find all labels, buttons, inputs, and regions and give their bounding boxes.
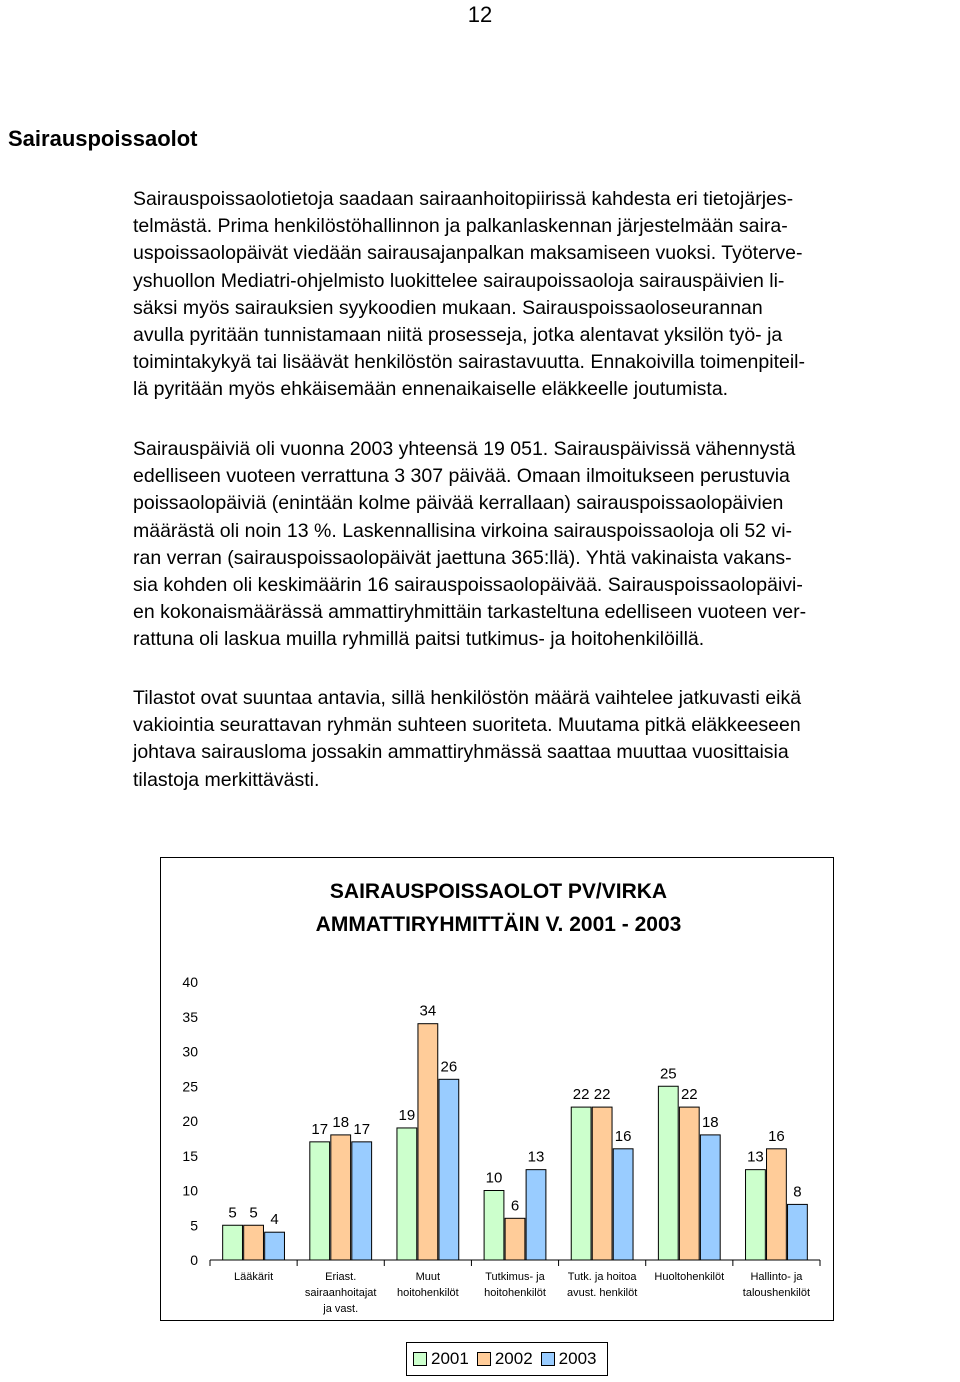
- bar-2001: [484, 1191, 504, 1261]
- data-label: 18: [701, 1113, 719, 1131]
- y-tick-label: 5: [190, 1217, 198, 1234]
- bar-2003: [265, 1232, 285, 1260]
- text-line: en kokonaismäärässä ammattiryhmittäin tarkasteltuna edelliseen vuoteen ver-: [133, 601, 807, 624]
- data-label: 5: [249, 1204, 258, 1222]
- page-number: 12: [467, 2, 493, 27]
- text-line: rattuna oli laskua muilla ryhmillä paitsi tutkimus- ja hoitohenkilöillä.: [133, 628, 705, 651]
- text-line: Sairauspäiviä oli vuonna 2003 yhteensä 19 051. Sairauspäivissä vähennystä: [133, 438, 796, 460]
- text-line: uspoissaolopäivät viedään sairausajanpalkan maksamiseen vuoksi. Työterve-: [133, 242, 803, 265]
- bar-2002: [244, 1225, 264, 1260]
- data-label: 17: [353, 1120, 371, 1138]
- bar-2001: [658, 1086, 678, 1260]
- bar-2002: [418, 1024, 438, 1260]
- bar-2001: [571, 1107, 591, 1260]
- data-label: 18: [332, 1113, 350, 1131]
- data-label: 19: [398, 1106, 416, 1124]
- x-tick-label: Muut: [415, 1271, 441, 1283]
- x-tick-label: Tutkimus- ja: [485, 1271, 545, 1283]
- text-line: johtava sairausloma jossakin ammattiryhmässä saattaa muuttaa vuosittaisia: [133, 741, 789, 764]
- text-line: edelliseen vuoteen verrattuna 3 307 päivää. Omaan ilmoitukseen perustuvia: [133, 465, 790, 488]
- data-label: 17: [311, 1120, 329, 1138]
- y-tick-label: 25: [182, 1078, 198, 1095]
- bar-2003: [352, 1142, 372, 1260]
- x-tick-label: Lääkärit: [234, 1271, 274, 1283]
- y-tick-label: 35: [182, 1008, 198, 1025]
- y-tick-label: 15: [182, 1147, 198, 1164]
- y-tick-label: 40: [182, 974, 198, 990]
- bar-2002: [592, 1107, 612, 1260]
- bar-2003: [788, 1204, 808, 1260]
- text-line: vakiointia seurattavan ryhmän suhteen suoriteta. Muutama pitkä eläkkeeseen: [133, 714, 801, 737]
- data-label: 13: [747, 1148, 764, 1166]
- bar-2002: [505, 1218, 525, 1260]
- x-tick-label: Eriast.: [325, 1271, 357, 1283]
- bar-2003: [613, 1149, 633, 1260]
- bar-2001: [223, 1225, 243, 1260]
- y-tick-label: 20: [182, 1113, 198, 1129]
- text-line: tilastoja merkittävästi.: [133, 768, 320, 791]
- data-label: 5: [228, 1204, 237, 1222]
- chart-legend: [406, 1342, 608, 1376]
- legend-item-2001: [413, 1349, 469, 1369]
- x-tick-label: avust. henkilöt: [566, 1287, 638, 1299]
- y-tick-label: 0: [190, 1252, 198, 1268]
- text-line: sia kohden oli keskimäärin 16 sairauspoissaolopäivää. Sairauspoissaolopäivi-: [133, 574, 803, 597]
- data-label: 10: [485, 1169, 503, 1187]
- x-tick-label: hoitohenkilöt: [396, 1287, 459, 1299]
- data-label: 22: [680, 1086, 698, 1104]
- text-line: poissaolopäiviä (enintään kolme päivää kerrallaan) sairauspoissaolopäivien: [133, 492, 784, 515]
- legend-item-2003: [541, 1349, 597, 1369]
- text-line: ran verran (sairauspoissaolopäivät jaettuna 365:llä). Yhtä vakinaista vakans-: [133, 546, 792, 569]
- legend-label: 2002: [494, 1349, 533, 1368]
- data-label: 26: [440, 1058, 458, 1076]
- x-tick-label: ja vast.: [323, 1303, 359, 1315]
- data-label: 6: [510, 1197, 520, 1215]
- x-tick-label: Tutk. ja hoitoa: [567, 1271, 637, 1283]
- data-label: 34: [419, 1002, 437, 1020]
- legend-label: 2003: [558, 1349, 597, 1368]
- text-line: lä pyritään myös ehkäisemään ennenaikaiselle eläkkeelle joutumista.: [133, 378, 729, 401]
- section-heading: Sairauspoissaolot: [8, 126, 198, 151]
- x-tick-label: sairaanhoitajat: [304, 1287, 377, 1299]
- bar-2001: [746, 1170, 766, 1260]
- text-line: Sairauspoissaolotietoja saadaan sairaanhoitopiirissä kahdesta eri tietojärjes-: [133, 188, 794, 210]
- text-line: määrästä oli noin 13 %. Laskennallisina virkoina sairauspoissaoloja oli 52 vi-: [133, 519, 793, 542]
- bar-2002: [767, 1149, 787, 1260]
- data-label: 8: [793, 1183, 802, 1201]
- text-line: yshuollon Mediatri-ohjelmisto luokittelee sairaupoissaoloja sairauspäivien li-: [133, 269, 785, 292]
- data-label: 13: [527, 1148, 545, 1166]
- x-tick-label: Huoltohenkilöt: [654, 1271, 725, 1283]
- x-tick-label: Hallinto- ja: [750, 1271, 803, 1283]
- data-label: 16: [768, 1127, 785, 1145]
- data-label: 4: [270, 1211, 279, 1229]
- x-tick-label: hoitohenkilöt: [484, 1287, 546, 1299]
- data-label: 22: [572, 1086, 590, 1104]
- text-line: Tilastot ovat suuntaa antavia, sillä henkilöstön määrä vaihtelee jatkuvasti eikä: [133, 687, 802, 709]
- bar-2003: [526, 1170, 546, 1260]
- data-label: 25: [659, 1065, 677, 1083]
- y-tick-label: 30: [182, 1043, 198, 1060]
- bar-2003: [439, 1079, 459, 1260]
- y-tick-label: 10: [182, 1182, 198, 1199]
- x-tick-label: taloushenkilöt: [742, 1287, 811, 1299]
- text-line: avulla pyritään tunnistamaan niitä prosesseja, jotka alentavat yksilön työ- ja: [133, 324, 783, 347]
- chart-title-line: AMMATTIRYHMITTÄIN V. 2001 - 2003: [315, 913, 682, 936]
- text-line: toimintakykyä tai lisäävät henkilöstön sairastavuutta. Ennakoivilla toimenpiteil-: [133, 351, 805, 374]
- legend-swatch: [541, 1352, 555, 1366]
- data-label: 16: [614, 1127, 632, 1145]
- bar-2001: [397, 1128, 417, 1260]
- bar-2001: [310, 1142, 330, 1260]
- legend-swatch: [477, 1352, 491, 1366]
- bar-2003: [700, 1135, 720, 1260]
- chart-title-line: SAIRAUSPOISSAOLOT PV/VIRKA: [329, 880, 668, 903]
- text-line: säksi myös sairauksien syykoodien mukaan. Sairauspoissaoloseurannan: [133, 296, 763, 319]
- data-label: 22: [593, 1086, 611, 1104]
- legend-label: 2001: [431, 1349, 469, 1368]
- text-line: telmästä. Prima henkilöstöhallinnon ja palkanlaskennan järjestelmään saira-: [133, 215, 788, 238]
- bar-2002: [331, 1135, 351, 1260]
- legend-swatch: [413, 1352, 427, 1366]
- bar-2002: [679, 1107, 699, 1260]
- legend-item-2002: [477, 1349, 533, 1369]
